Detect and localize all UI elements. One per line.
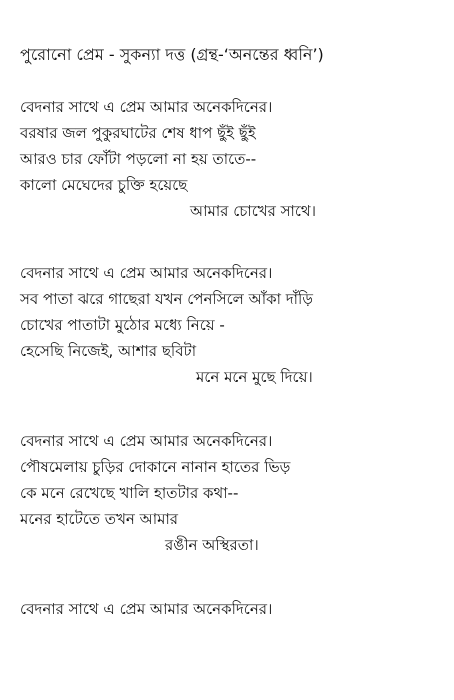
poem-title: পুরোনো প্রেম - সুকন্যা দত্ত (গ্রন্থ-‘অনন্তের ধ্বনি’)	[20, 45, 324, 64]
poem-line: বেদনার সাথে এ প্রেম আমার অনেকদিনের।	[20, 432, 273, 450]
poem-line-indented: রঙীন অস্থিরতা।	[165, 536, 259, 554]
poem-line-indented: আমার চোখের সাথে।	[190, 202, 316, 220]
poem-line: সব পাতা ঝরে গাছেরা যখন পেনসিলে আঁকা দাঁড়ি	[20, 290, 313, 308]
poem-line: বরষার জল পুকুরঘাটের শেষ ধাপ ছুঁই ছুঁই	[20, 124, 256, 142]
poem-line: বেদনার সাথে এ প্রেম আমার অনেকদিনের।	[20, 600, 273, 618]
poem-line: বেদনার সাথে এ প্রেম আমার অনেকদিনের।	[20, 264, 273, 282]
stanza-3	[20, 428, 440, 558]
poem-line: বেদনার সাথে এ প্রেম আমার অনেকদিনের।	[20, 98, 273, 116]
poem-line: কালো মেঘেদের চুক্তি হয়েছে	[20, 176, 188, 194]
stanza-4	[20, 596, 440, 622]
poem-line: কে মনে রেখেছে খালি হাতটার কথা--	[20, 484, 239, 502]
stanza-2	[20, 260, 440, 390]
poem-line: আরও চার ফোঁটা পড়লো না হয় তাতে--	[20, 150, 257, 168]
poem-line: পৌষমেলায় চুড়ির দোকানে নানান হাতের ভিড়	[20, 458, 291, 476]
poem-line: হেসেছি নিজেই, আশার ছবিটা	[20, 342, 197, 360]
poem-line: মনের হাটেতে তখন আমার	[20, 510, 179, 528]
poem-line-indented: মনে মনে মুছে দিয়ে।	[196, 368, 313, 386]
stanza-1	[20, 94, 440, 224]
poem-line: চোখের পাতাটা মুঠোর মধ্যে নিয়ে -	[20, 316, 225, 334]
